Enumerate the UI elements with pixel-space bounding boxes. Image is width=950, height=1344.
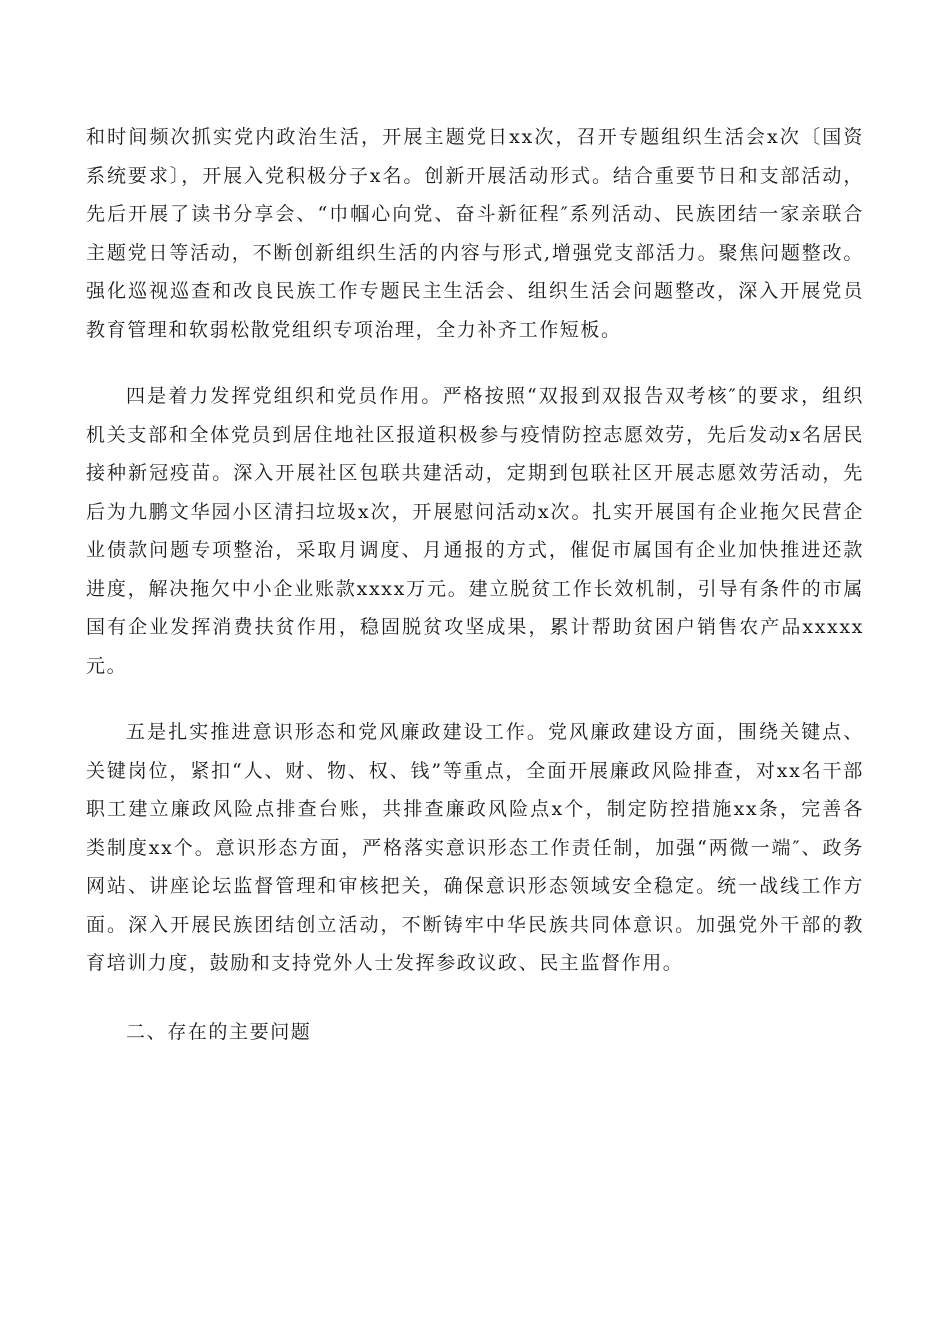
section-heading-main-problems: 二、存在的主要问题 [126,1020,312,1043]
paragraph-party-life: 和时间频次抓实党内政治生活，开展主题党日xx次，召开专题组织生活会x次〔国资系统要求〕，开展入党积极分子x名。创新开展活动形式。结合重要节日和支部活动，先后开展了读书分享会、“巾帼心向党、奋斗新征程″系列活动、民族团结一家亲联合主题党日等活动，不断创新组织生活的内容与形式,增强党支部活力。聚焦问题整改。强化巡视巡查和改良民族工作专题民主生活会、组织生活会问题整改，深入开展党员教育管理和软弱松散党组织专项治理，全力补齐工作短板。 [86,126,864,341]
document-body [86,118,864,1051]
paragraph-party-role: 四是着力发挥党组织和党员作用。严格按照“双报到双报告双考核″的要求，组织机关支部和全体党员到居住地社区报道积极参与疫情防控志愿效劳，先后发动x名居民接种新冠疫苗。深入开展社区包联共建活动，定期到包联社区开展志愿效劳活动，先后为九鹏文华园小区清扫垃圾x次，开展慰问活动x次。扎实开展国有企业拖欠民营企业债款问题专项整治，采取月调度、月通报的方式，催促市属国有企业加快推进还款进度，解决拖欠中小企业账款xxxx万元。建立脱贫工作长效机制，引导有条件的市属国有企业发挥消费扶贫作用，稳固脱贫攻坚成果，累计帮助贫困户销售农产品xxxxx元。 [86,385,864,677]
paragraph-ideology-integrity: 五是扎实推进意识形态和党风廉政建设工作。党风廉政建设方面，围绕关键点、关键岗位，紧扣“人、财、物、权、钱”等重点，全面开展廉政风险排查，对xx名干部职工建立廉政风险点排查台账，共排查廉政风险点x个，制定防控措施xx条，完善各类制度xx个。意识形态方面，严格落实意识形态工作责任制，加强“两微一端″、政务网站、讲座论坛监督管理和审核把关，确保意识形态领域安全稳定。统一战线工作方面。深入开展民族团结创立活动，不断铸牢中华民族共同体意识。加强党外干部的教育培训力度，鼓励和支持党外人士发挥参政议政、民主监督作用。 [86,721,864,974]
